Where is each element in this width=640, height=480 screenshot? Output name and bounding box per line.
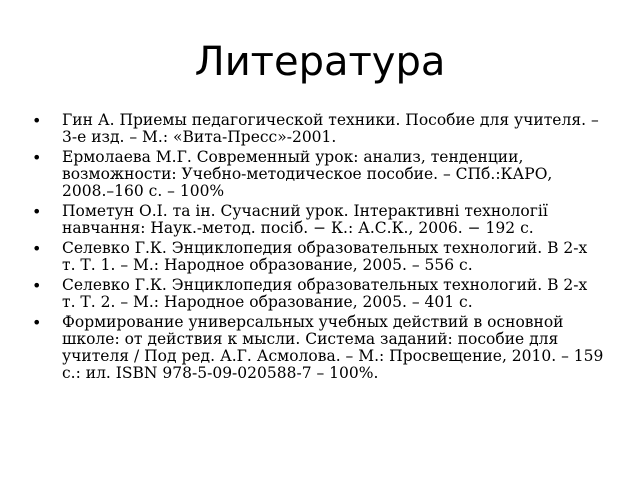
list-item xyxy=(32,240,604,274)
bullet-icon: • xyxy=(32,313,42,332)
bullet-icon: • xyxy=(32,148,42,167)
bullet-icon: • xyxy=(32,239,42,258)
list-item xyxy=(32,314,604,382)
reference-text: Селевко Г.К. Энциклопедия образовательных технологий. В 2-х т. Т. 2. – М.: Народное образование, 2005. – 401 с. xyxy=(62,276,588,311)
reference-text: Селевко Г.К. Энциклопедия образовательных технологий. В 2-х т. Т. 1. – М.: Народное образование, 2005. – 556 с. xyxy=(62,239,588,274)
list-item xyxy=(32,149,604,200)
list-item xyxy=(32,112,604,146)
slide-title: Литература xyxy=(194,39,446,85)
list-item xyxy=(32,203,604,237)
bullet-icon: • xyxy=(32,202,42,221)
bullet-icon: • xyxy=(32,111,42,130)
list-item xyxy=(32,277,604,311)
reference-text: Ермолаева М.Г. Современный урок: анализ, тенденции, возможности: Учебно-методическое пособие. – СПб.:КАРО, 2008.–160 с. – 100% xyxy=(62,148,553,200)
reference-list xyxy=(32,112,604,385)
reference-text: Гин А. Приемы педагогической техники. Пособие для учителя. – 3-е изд. – М.: «Вита-Пресс»-2001. xyxy=(62,111,599,146)
reference-text: Формирование универсальных учебных действий в основной школе: от действия к мысли. Система заданий: пособие для учителя / Под ред. А.Г. Асмолова. – М.: Просвещение, 2010. – 159 с.: ил. ISBN 978-5-09-020588-7 – 100%. xyxy=(62,313,604,382)
reference-text: Пометун О.І. та ін. Сучасний урок. Інтерактивні технології навчання: Наук.-метод. посіб. − К.: А.С.К., 2006. − 192 с. xyxy=(62,202,548,237)
bullet-icon: • xyxy=(32,276,42,295)
